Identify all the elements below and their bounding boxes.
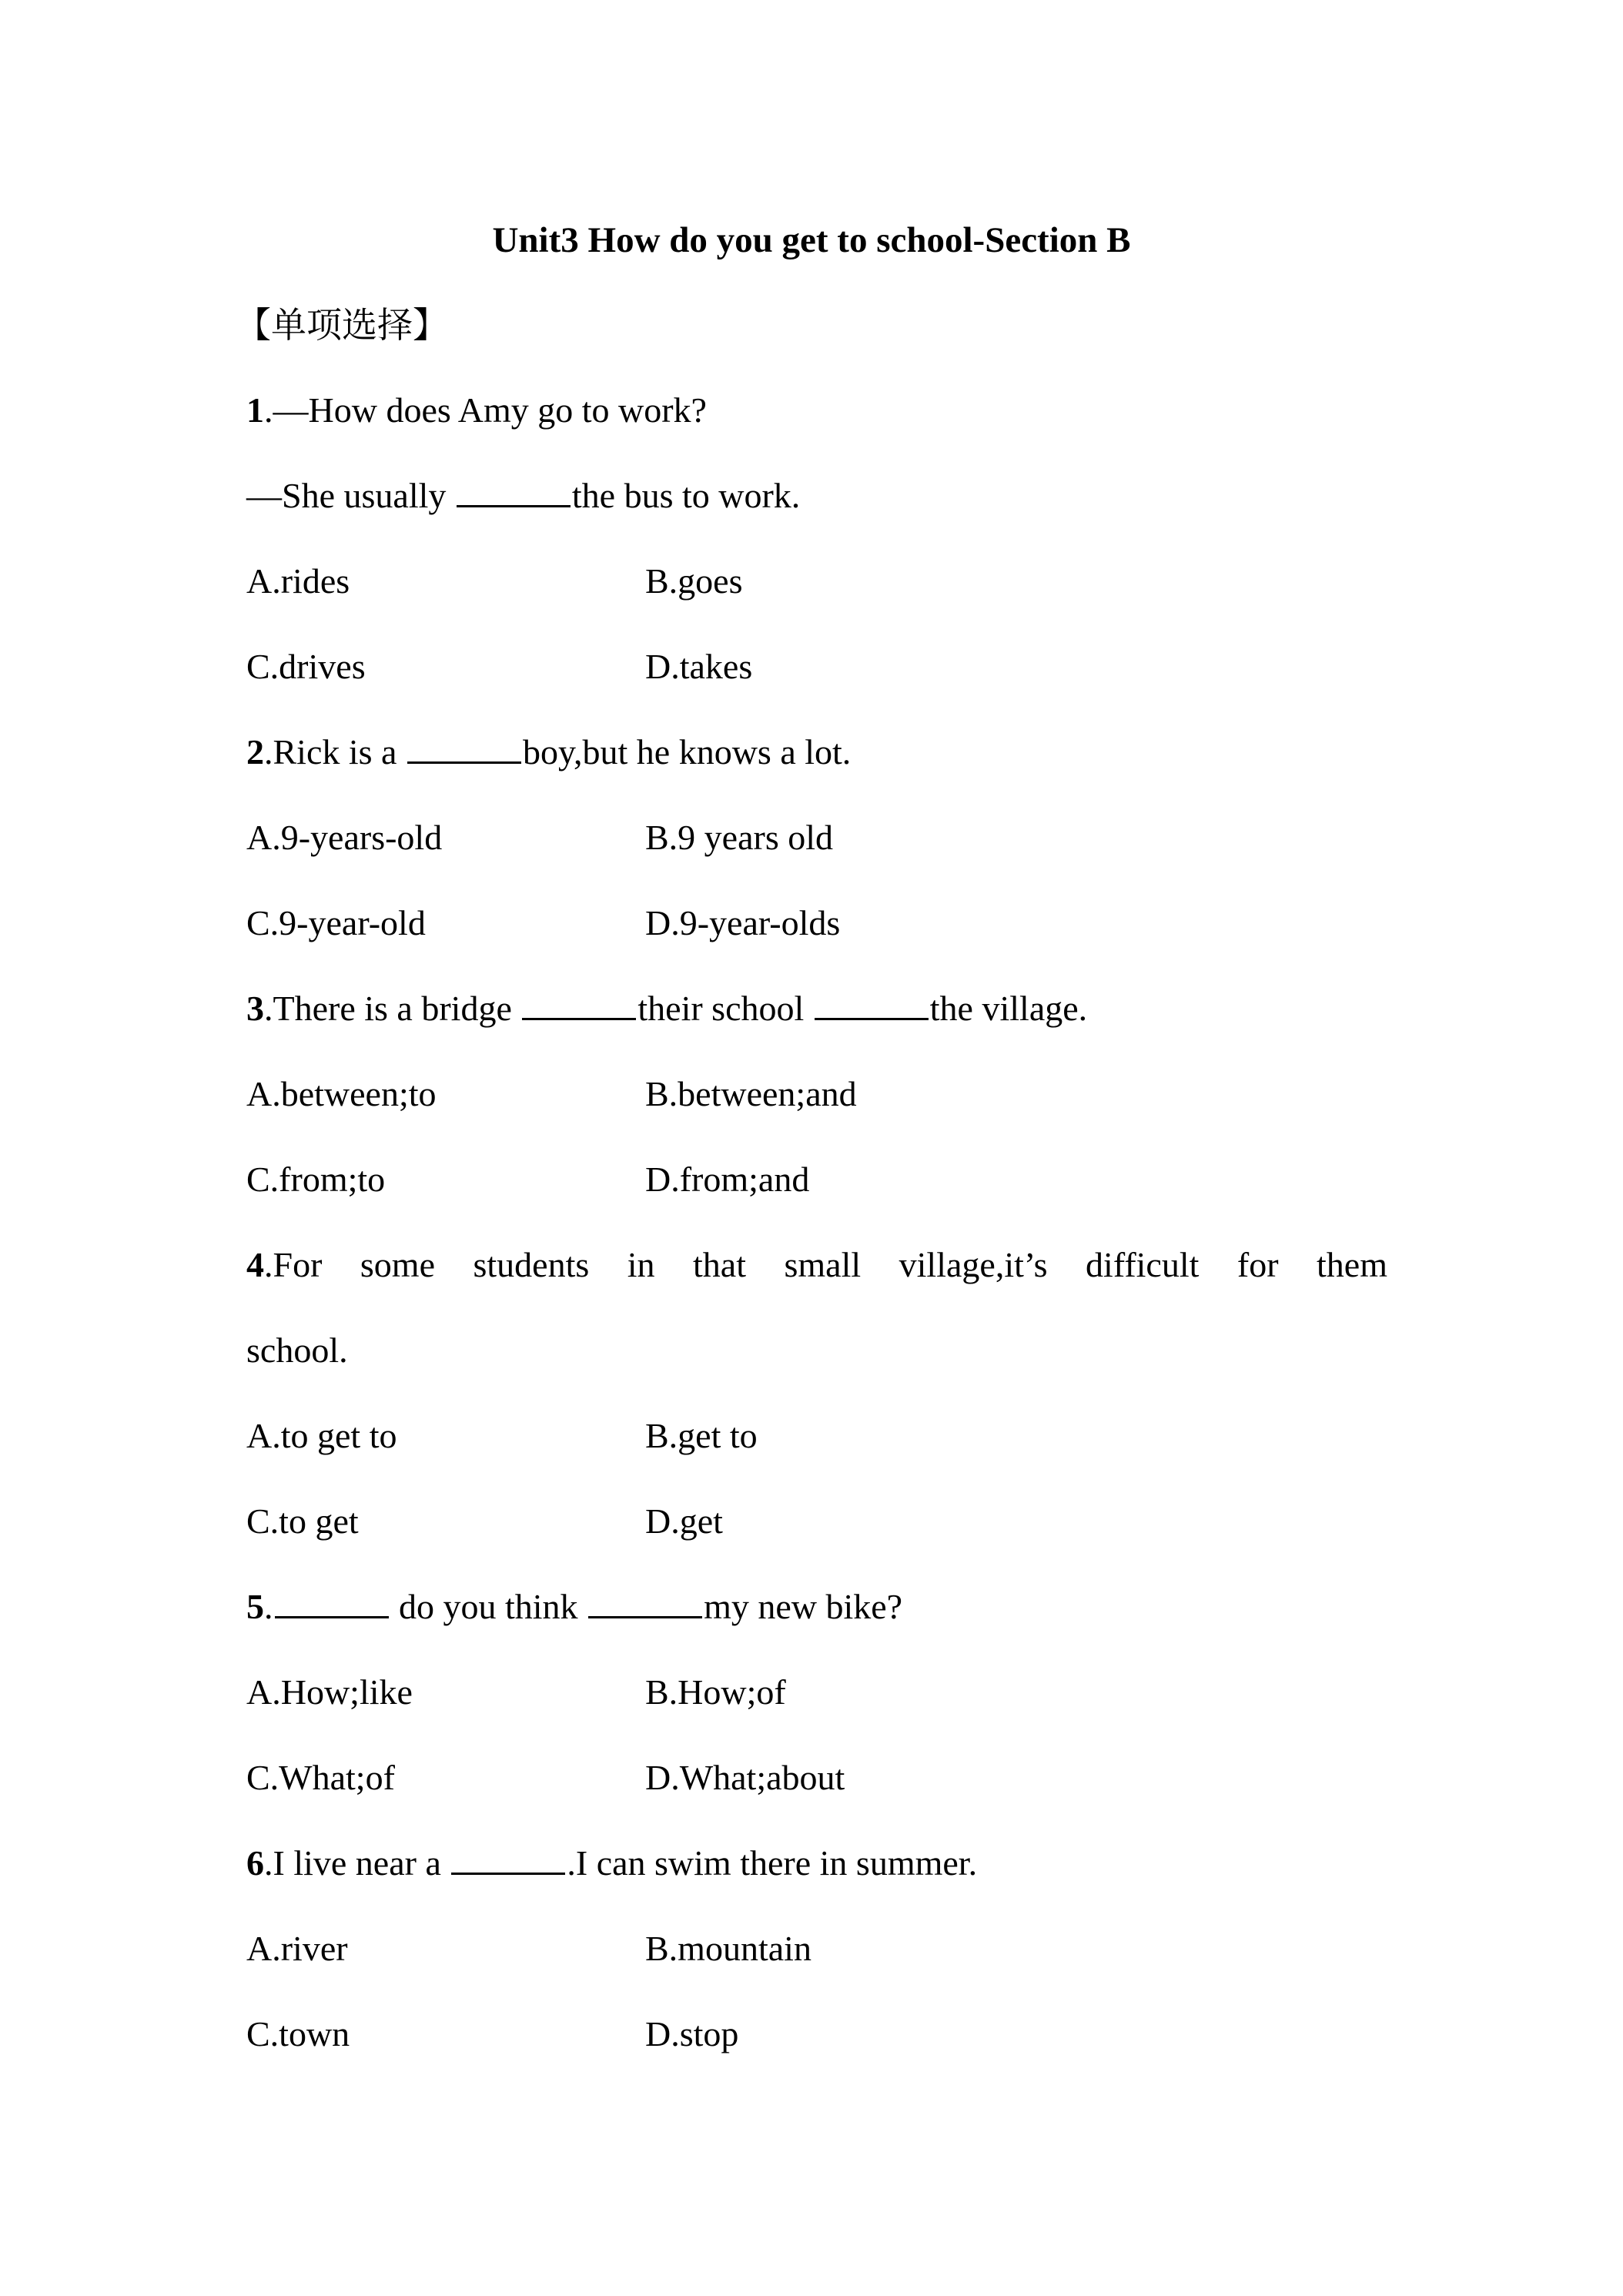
q5-option-d: D.What;about: [645, 1758, 845, 1797]
question-text: —She usually: [246, 476, 455, 515]
question-word: in: [627, 1245, 655, 1284]
q5-option-b: B.How;of: [645, 1672, 786, 1712]
question-text: .There is a bridge: [264, 989, 521, 1028]
q1-option-d: D.takes: [645, 647, 753, 686]
answer-blank: [457, 474, 571, 507]
answer-blank: [275, 1585, 389, 1618]
q1-option-b: B.goes: [645, 561, 743, 601]
question-text: .I can swim there in summer.: [567, 1843, 978, 1883]
q5-option-c: C.What;of: [246, 1758, 395, 1797]
q2-option-d: D.9-year-olds: [645, 903, 841, 942]
q6-option-b: B.mountain: [645, 1929, 812, 1968]
answer-blank: [588, 1585, 702, 1618]
question-text: the village.: [929, 989, 1088, 1028]
answer-blank: [815, 987, 929, 1020]
question-text: .Rick is a: [264, 732, 406, 771]
q4-option-d: D.get: [645, 1501, 723, 1541]
answer-blank: [407, 731, 521, 764]
answer-blank: [451, 1842, 565, 1875]
question-word: some: [360, 1245, 435, 1284]
q2-option-b: B.9 years old: [645, 818, 834, 857]
question-1-stem: [246, 387, 707, 433]
question-6-stem: [246, 1840, 977, 1886]
question-word: village,it’s: [899, 1245, 1048, 1284]
q4-option-c: C.to get: [246, 1501, 359, 1541]
q3-option-d: D.from;and: [645, 1160, 810, 1199]
question-word: them: [1317, 1245, 1387, 1284]
answer-blank: [522, 987, 636, 1020]
page-title: Unit3 How do you get to school-Section B: [492, 220, 1131, 260]
question-text: their school: [637, 989, 813, 1028]
question-text: my new bike?: [704, 1587, 903, 1626]
question-2-stem: [246, 729, 851, 775]
question-word: that: [693, 1245, 746, 1284]
q6-option-c: C.town: [246, 2014, 350, 2053]
question-text: .: [264, 1587, 273, 1626]
section-heading: 【单项选择】: [236, 304, 448, 346]
question-text: 4.For: [246, 1245, 323, 1284]
question-4-line2: school.: [246, 1330, 348, 1370]
question-text: boy,but he knows a lot.: [522, 732, 852, 771]
question-word: difficult: [1086, 1245, 1200, 1284]
q4-option-b: B.get to: [645, 1416, 758, 1455]
question-number: 3: [246, 989, 264, 1028]
question-number: 6: [246, 1843, 264, 1883]
q1-option-c: C.drives: [246, 647, 366, 686]
question-number: 5: [246, 1587, 264, 1626]
q5-option-a: A.How;like: [246, 1672, 413, 1712]
q3-option-a: A.between;to: [246, 1074, 437, 1113]
q4-option-a: A.to get to: [246, 1416, 397, 1455]
question-1-line2: [246, 473, 800, 519]
question-word: small: [784, 1245, 862, 1284]
question-text: .I live near a: [264, 1843, 450, 1883]
q6-option-a: A.river: [246, 1929, 348, 1968]
q3-option-b: B.between;and: [645, 1074, 857, 1113]
q2-option-c: C.9-year-old: [246, 903, 426, 942]
q2-option-a: A.9-years-old: [246, 818, 443, 857]
q6-option-d: D.stop: [645, 2014, 739, 2053]
question-text: .—How does Amy go to work?: [264, 390, 707, 430]
question-3-stem: [246, 986, 1087, 1032]
question-text: the bus to work.: [571, 476, 801, 515]
question-word: students: [473, 1245, 590, 1284]
question-number: 4: [246, 1245, 264, 1284]
question-number: 1: [246, 390, 264, 430]
question-5-stem: [246, 1584, 902, 1630]
question-4-stem: [246, 1242, 1387, 1288]
question-text: do you think: [390, 1587, 587, 1626]
question-number: 2: [246, 732, 264, 771]
question-word: for: [1236, 1245, 1279, 1284]
q1-option-a: A.rides: [246, 561, 350, 601]
q3-option-c: C.from;to: [246, 1160, 386, 1199]
